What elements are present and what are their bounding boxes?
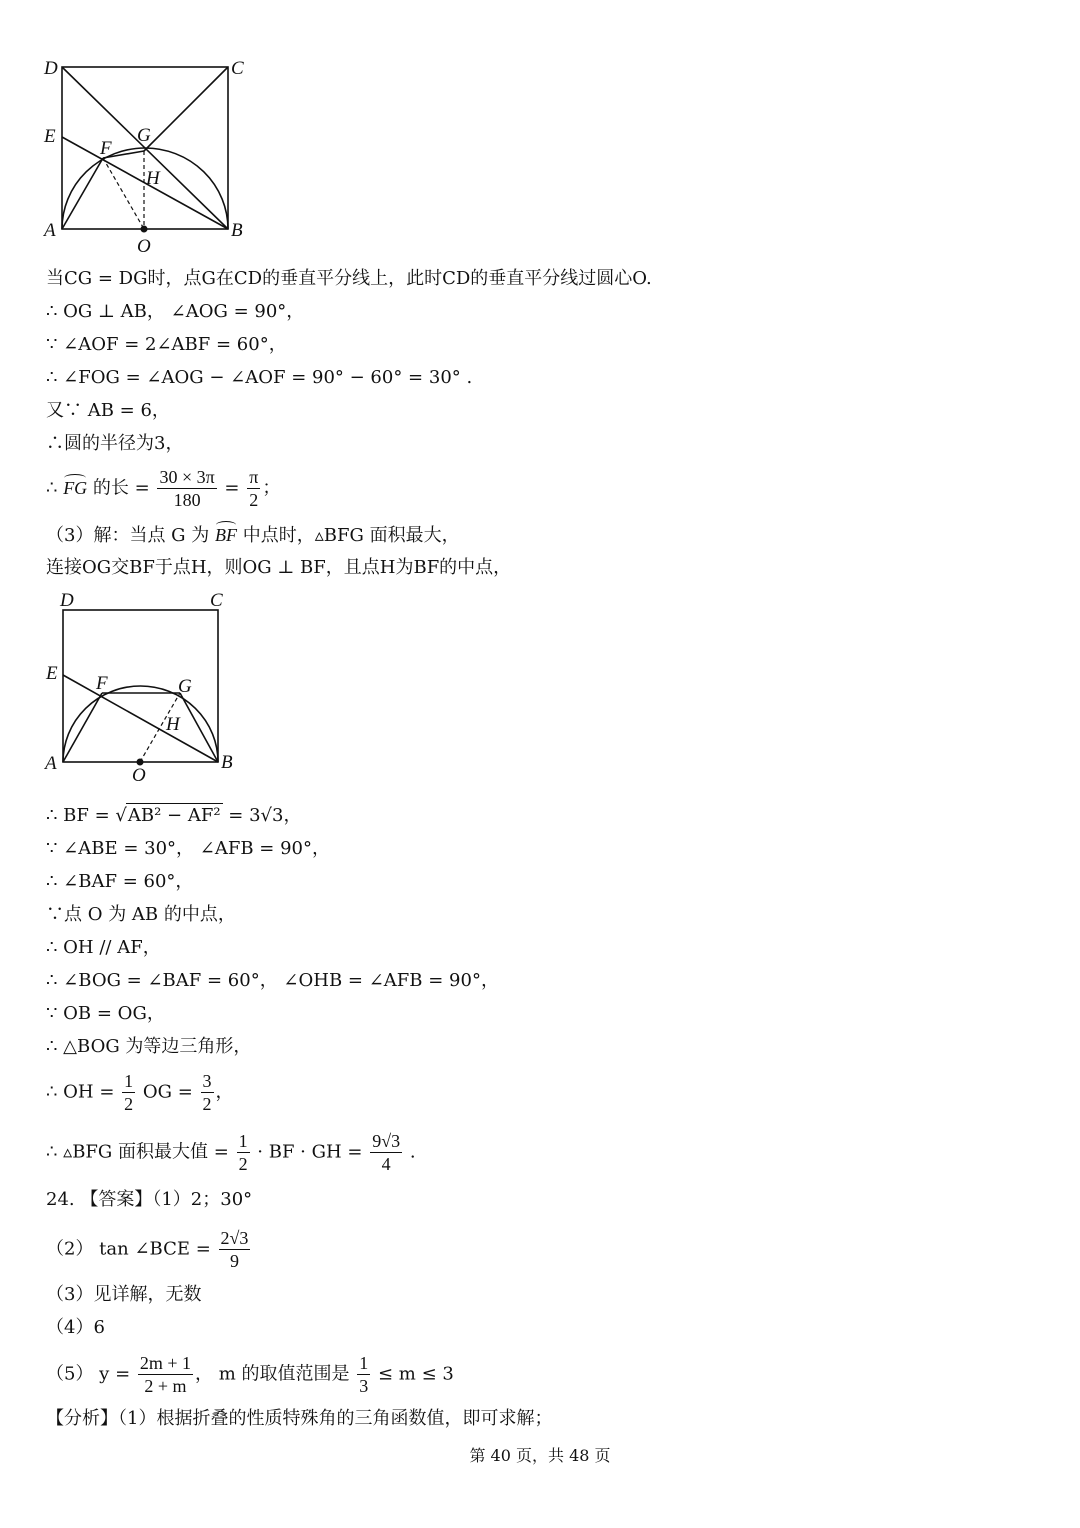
label-g: G — [178, 676, 192, 697]
point-o — [141, 226, 148, 233]
label-c: C — [210, 590, 223, 611]
diagonal-ca — [144, 67, 228, 151]
label-f: F — [96, 673, 108, 694]
text-line-y: （5） y = $\frac{2m + 1}{2 + m}$ ， m 的取值范围是 $\frac{1}{3}$ ≤ m ≤ 3 — [46, 1353, 454, 1396]
text-line: ∴ ∠BAF = 60°， — [46, 871, 194, 892]
arc-fg: FG — [63, 477, 88, 498]
text-line-oh: ∴ OH = $\frac{1}{2}$ OG = $\frac{3}{2}$ ， — [46, 1071, 234, 1114]
label-e: E — [46, 663, 58, 684]
text-line: （4）6 — [46, 1317, 105, 1338]
text-line: ∵ ∠ABE = 30°， ∠AFB = 90°， — [46, 838, 331, 859]
text-line-arc-length: ∴ FG 的长 = $\frac{30 \times 3\pi}{180}$ = $\frac{\pi}{2}$ ； — [46, 467, 281, 510]
segment-af — [63, 693, 102, 762]
label-e: E — [44, 126, 56, 147]
text-line: 又∵ AB = 6， — [46, 400, 170, 421]
text-line: ∴ BF = √AB² − AF² = 3√3， — [46, 805, 302, 826]
fraction: $\frac{9√3}{4}$ — [372, 1131, 401, 1174]
label-g: G — [137, 125, 151, 146]
semicircle — [62, 148, 228, 229]
text-line: 当CG = DG时，点G在CD的垂直平分线上，此时CD的垂直平分线过圆心O. — [46, 268, 652, 289]
text-line: ∴ OH // AF， — [46, 937, 161, 958]
label-d: D — [60, 590, 74, 611]
fraction: $\frac{1}{2}$ — [238, 1131, 248, 1174]
text-line: ∵点 O 为 AB 的中点， — [46, 904, 236, 925]
label-o: O — [132, 765, 146, 786]
figure-2-square-semicircle — [40, 588, 250, 788]
text-line: ∵ ∠AOF = 2∠ABF = 60°， — [46, 334, 287, 355]
text-line-max-area: ∴ ▵BFG 面积最大值 = $\frac{1}{2}$ · BF · GH = $\frac{9√3}{4}$ . — [46, 1131, 416, 1174]
label-a: A — [44, 220, 56, 241]
label-h: H — [166, 714, 180, 735]
label-o: O — [137, 236, 151, 257]
fraction: $\frac{2m + 1}{2 + m}$ — [139, 1353, 192, 1396]
fraction: $\frac{2√3}{9}$ — [220, 1228, 249, 1271]
answer-heading: 24. 【答案】（1）2；30° — [46, 1189, 253, 1210]
fraction: $\frac{\pi}{2}$ — [249, 467, 259, 510]
page-footer: 第 40 页，共 48 页 — [469, 1446, 611, 1465]
label-a: A — [45, 753, 57, 774]
dashed-of — [103, 158, 144, 229]
text-line: （3）见详解，无数 — [46, 1284, 202, 1305]
text-line: ∵ OB = OG， — [46, 1003, 165, 1024]
text-line: 连接OG交BF于点H，则OG ⊥ BF，且点H为BF的中点， — [46, 557, 512, 578]
label-c: C — [231, 58, 244, 79]
text-line: ∴ OG ⊥ AB， ∠AOG = 90°， — [46, 301, 305, 322]
text-line: ∴圆的半径为3， — [46, 433, 184, 454]
text-line: ∴ △BOG 为等边三角形， — [46, 1036, 252, 1057]
analysis-line: 【分析】（1）根据折叠的性质特殊角的三角函数值，即可求解； — [46, 1408, 553, 1429]
fraction: $\frac{3}{2}$ — [202, 1071, 212, 1114]
figure-1-square-semicircle — [40, 55, 260, 260]
label-d: D — [44, 58, 58, 79]
arc-bf: BF — [215, 525, 237, 545]
fraction: $\frac{30 \times 3\pi}{180}$ — [159, 467, 215, 510]
text-line-tan: （2） tan ∠BCE = $\frac{2√3}{9}$ — [46, 1228, 249, 1271]
text-line: （3）解：当点 G 为 BF 中点时，▵BFG 面积最大， — [46, 525, 460, 546]
label-f: F — [100, 138, 112, 159]
fraction: $\frac{1}{3}$ — [359, 1353, 369, 1396]
text-line: ∴ ∠BOG = ∠BAF = 60°， ∠OHB = ∠AFB = 90°， — [46, 970, 499, 991]
label-h: H — [146, 168, 160, 189]
segment-af — [62, 158, 103, 229]
fraction: $\frac{1}{2}$ — [124, 1071, 134, 1114]
text-line: ∴ ∠FOG = ∠AOG − ∠AOF = 90° − 60° = 30° . — [46, 367, 473, 388]
radical: AB² − AF² — [127, 805, 221, 826]
label-b: B — [221, 752, 233, 773]
label-b: B — [231, 220, 243, 241]
semicircle — [63, 686, 218, 762]
